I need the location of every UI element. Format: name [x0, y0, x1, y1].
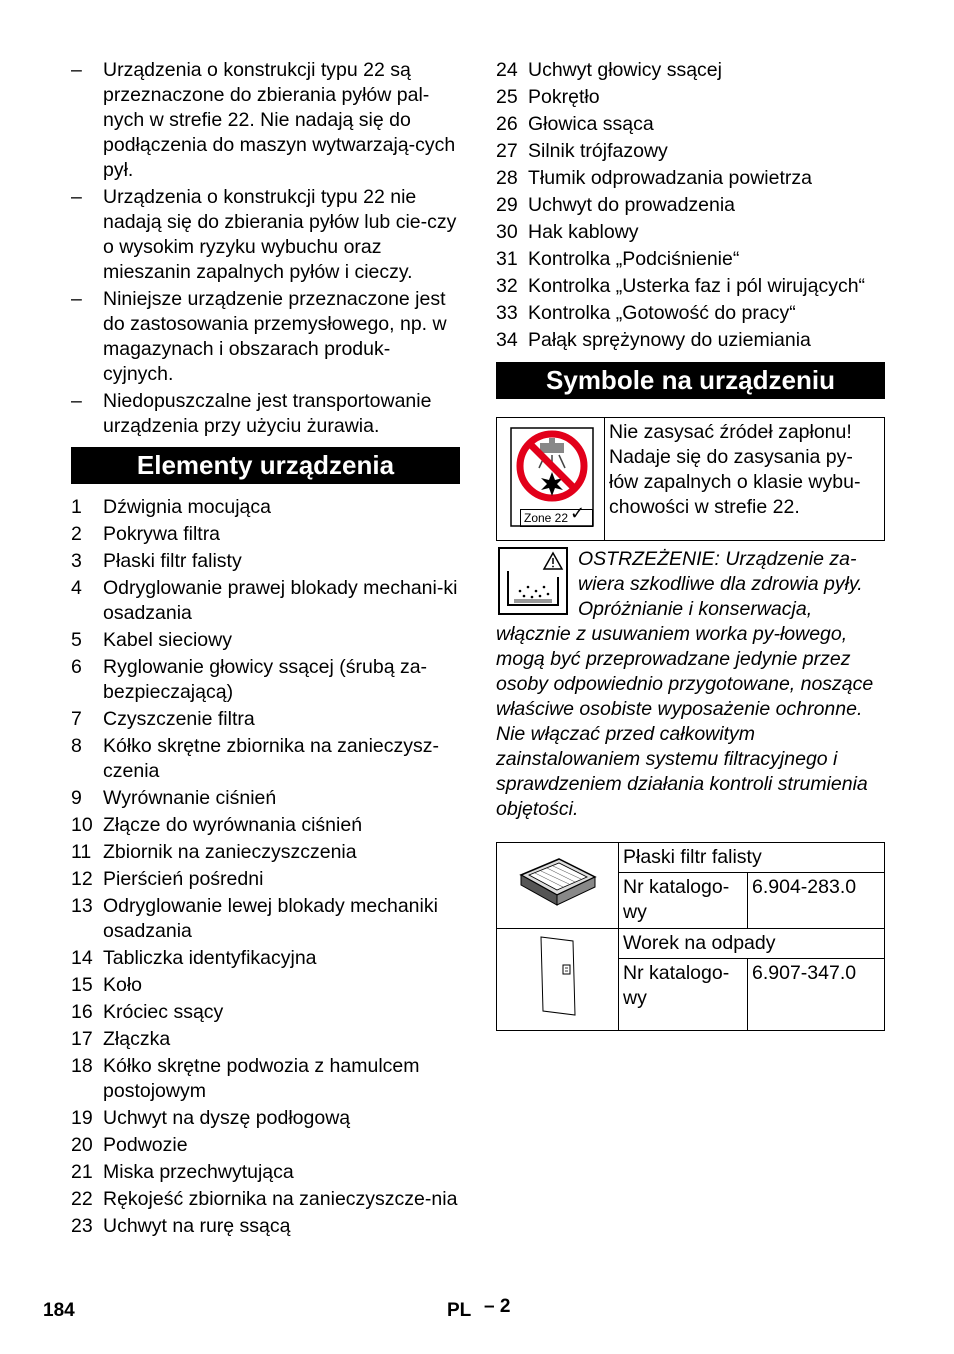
elements-list-left [71, 495, 460, 1239]
dash-bullet: – [71, 186, 82, 208]
dust-hazard-warning-icon [498, 547, 568, 615]
item-number: 33 [496, 302, 518, 324]
catalog-number-value: 6.904-283.0 [748, 873, 885, 929]
item-text: Kółko skrętne podwozia z hamulcem postojowym [103, 1055, 420, 1102]
elements-list-right [496, 58, 885, 353]
item-number: 4 [71, 577, 82, 599]
item-number: 12 [71, 868, 93, 890]
catalog-number-label: Nr katalogo-wy [619, 873, 748, 929]
list-item [71, 734, 460, 784]
left-column [71, 58, 460, 1241]
list-item-text: Urządzenia o konstrukcji typu 22 są przeznaczone do zbierania pyłów pal-nych w strefie 22. Nie nadają się do podłączenia do maszyn wytwarzają-cych pył. [103, 59, 456, 181]
list-item [71, 389, 460, 439]
warning-block [496, 547, 885, 822]
list-item [71, 1106, 460, 1131]
item-number: 21 [71, 1161, 93, 1183]
item-text: Głowica ssąca [528, 113, 654, 135]
list-item [71, 867, 460, 892]
flat-pleated-filter-icon [513, 847, 603, 917]
item-text: Odryglowanie lewej blokady mechaniki osadzania [103, 895, 438, 942]
item-text: Pałąk sprężynowy do uziemiania [528, 329, 811, 351]
list-item [71, 185, 460, 285]
item-number: 15 [71, 974, 93, 996]
item-number: 22 [71, 1188, 93, 1210]
list-item [496, 112, 885, 137]
list-item [496, 328, 885, 353]
list-item [71, 549, 460, 574]
catalog-number-label: Nr katalogo-wy [619, 959, 748, 1031]
list-item [71, 1054, 460, 1104]
item-number: 9 [71, 787, 82, 809]
item-text: Tłumik odprowadzania powietrza [528, 167, 812, 189]
intro-list [71, 58, 460, 439]
item-text: Kontrolka „Usterka faz i pól wirujących“ [528, 275, 866, 297]
elements-heading: Elementy urządzenia [71, 447, 460, 484]
item-text: Uchwyt głowicy ssącej [528, 59, 722, 81]
page-number: 184 [43, 1300, 75, 1321]
item-text: Kontrolka „Gotowość do pracy“ [528, 302, 796, 324]
list-item-text: Urządzenia o konstrukcji typu 22 nie nadają się do zbierania pyłów lub cie-czy o wysokim ryzyku wybuchu oraz mieszanin zapalnych pyłów i cieczy. [103, 186, 457, 283]
section-page-number: – 2 [484, 1296, 511, 1317]
list-item [71, 628, 460, 653]
item-text: Miska przechwytująca [103, 1161, 294, 1183]
dash-bullet: – [71, 390, 82, 412]
item-number: 13 [71, 895, 93, 917]
item-number: 18 [71, 1055, 93, 1077]
list-item [71, 1160, 460, 1185]
item-text: Kabel sieciowy [103, 629, 232, 651]
list-item [71, 813, 460, 838]
checkmark-icon: ✓ [570, 503, 586, 523]
item-text: Podwozie [103, 1134, 188, 1156]
item-number: 29 [496, 194, 518, 216]
item-number: 23 [71, 1215, 93, 1237]
list-item [71, 1000, 460, 1025]
item-number: 27 [496, 140, 518, 162]
item-number: 7 [71, 708, 82, 730]
item-text: Złącze do wyrównania ciśnień [103, 814, 363, 836]
list-item [71, 522, 460, 547]
item-number: 2 [71, 523, 82, 545]
item-text: Pokrywa filtra [103, 523, 221, 545]
item-text: Tabliczka identyfikacyjna [103, 947, 317, 969]
item-text: Rękojeść zbiornika na zanieczyszcze-nia [103, 1188, 458, 1210]
item-number: 30 [496, 221, 518, 243]
right-column [496, 58, 885, 1031]
item-number: 32 [496, 275, 518, 297]
list-item [71, 495, 460, 520]
waste-bag-icon [533, 931, 583, 1021]
item-number: 28 [496, 167, 518, 189]
list-item [71, 1027, 460, 1052]
list-item [71, 894, 460, 944]
item-number: 31 [496, 248, 518, 270]
list-item [496, 220, 885, 245]
item-text: Czyszczenie filtra [103, 708, 255, 730]
item-number: 20 [71, 1134, 93, 1156]
item-text: Kontrolka „Podciśnienie“ [528, 248, 740, 270]
item-number: 8 [71, 735, 82, 757]
dash-bullet: – [71, 288, 82, 310]
item-text: Ryglowanie głowicy ssącej (śrubą za-bezpieczającą) [103, 656, 428, 703]
item-text: Płaski filtr falisty [103, 550, 242, 572]
symbols-heading: Symbole na urządzeniu [496, 362, 885, 399]
catalog-number-value: 6.907-347.0 [748, 959, 885, 1031]
list-item [71, 786, 460, 811]
list-item [71, 1133, 460, 1158]
item-number: 14 [71, 947, 93, 969]
list-item [71, 655, 460, 705]
zone-symbol-description: Nie zasysać źródeł zapłonu! Nadaje się do zasysania py-łów zapalnych o klasie wybu-chowości w strefie 22. [605, 418, 885, 541]
bag-image-cell [497, 929, 619, 1031]
item-text: Króciec ssący [103, 1001, 224, 1023]
item-number: 25 [496, 86, 518, 108]
warning-text: OSTRZEŻENIE: Urządzenie za-wiera szkodliwe dla zdrowia pyły. Opróżnianie i konserwacja, włącznie z usuwaniem worka py-łowego, mogą być przeprowadzane jedynie przez osoby odpowiednio przygotowane, noszące właściwe osobiste wyposażenie ochronne. Nie włączać przed całkowitym zainstalowaniem systemu filtracyjnego i sprawdzeniem działania kontroli strumienia objętości. [496, 548, 874, 820]
item-text: Uchwyt do prowadzenia [528, 194, 736, 216]
item-text: Pierścień pośredni [103, 868, 264, 890]
item-text: Koło [103, 974, 143, 996]
item-text: Uchwyt na dyszę podłogową [103, 1107, 351, 1129]
item-number: 3 [71, 550, 82, 572]
item-text: Dźwignia mocująca [103, 496, 271, 518]
catalog-item-name: Płaski filtr falisty [619, 843, 885, 873]
item-number: 11 [71, 841, 92, 863]
item-text: Wyrównanie ciśnień [103, 787, 277, 809]
list-item [71, 576, 460, 626]
list-item [71, 58, 460, 183]
item-number: 6 [71, 656, 82, 678]
list-item-text: Niniejsze urządzenie przeznaczone jest do zastosowania przemysłowego, np. w magazynach i obszarach produk-cyjnych. [103, 288, 447, 385]
item-number: 34 [496, 329, 518, 351]
item-text: Silnik trójfazowy [528, 140, 668, 162]
zone-label: Zone 22 [520, 509, 593, 527]
list-item [71, 1214, 460, 1239]
list-item [71, 707, 460, 732]
item-text: Złączka [103, 1028, 171, 1050]
catalog-item-name: Worek na odpady [619, 929, 885, 959]
item-number: 24 [496, 59, 518, 81]
item-text: Hak kablowy [528, 221, 639, 243]
list-item [496, 274, 885, 299]
list-item [496, 166, 885, 191]
item-number: 16 [71, 1001, 93, 1023]
list-item [71, 973, 460, 998]
list-item [71, 1187, 460, 1212]
list-item [496, 58, 885, 83]
list-item [496, 247, 885, 272]
item-text: Zbiornik na zanieczyszczenia [103, 841, 357, 863]
item-text: Odryglowanie prawej blokady mechani-ki osadzania [103, 577, 458, 624]
list-item [71, 946, 460, 971]
list-item-text: Niedopuszczalne jest transportowanie urządzenia przy użyciu żurawia. [103, 390, 432, 437]
item-text: Uchwyt na rurę ssącą [103, 1215, 291, 1237]
item-number: 1 [71, 496, 82, 518]
item-number: 26 [496, 113, 518, 135]
list-item [496, 193, 885, 218]
accessories-table [496, 842, 885, 1031]
language-code: PL [447, 1300, 472, 1321]
list-item [496, 139, 885, 164]
item-number: 5 [71, 629, 82, 651]
item-text: Kółko skrętne zbiornika na zanieczysz-czenia [103, 735, 439, 782]
filter-image-cell [497, 843, 619, 929]
list-item [496, 301, 885, 326]
list-item [496, 85, 885, 110]
item-text: Pokrętło [528, 86, 600, 108]
item-number: 17 [71, 1028, 93, 1050]
list-item [71, 287, 460, 387]
dash-bullet: – [71, 59, 82, 81]
item-number: 19 [71, 1107, 93, 1129]
list-item [71, 840, 460, 865]
item-number: 10 [71, 814, 93, 836]
